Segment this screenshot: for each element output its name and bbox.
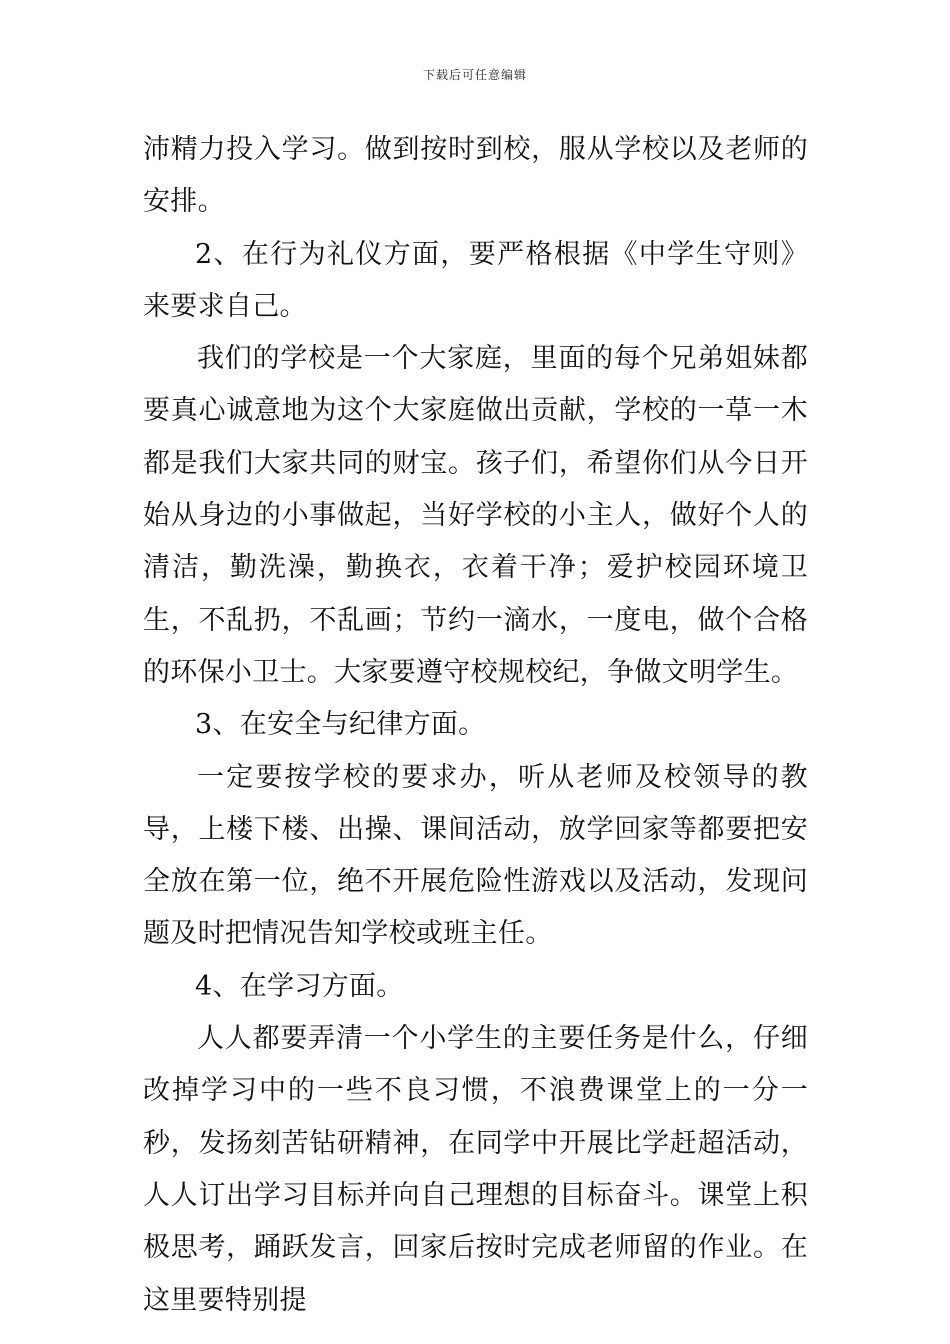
page-header-note: 下载后可任意编辑 [422,68,527,82]
paragraph-item-3-heading: 3、在安全与纪律方面。 [195,709,486,741]
paragraph-safety: 一定要按学校的要求办，听从老师及校领导的教导，上楼下楼、出操、课间活动，放学回家等都要把安全放在第一位，绝不开展危险性游戏以及活动，发现问题及时把情况告知学校或班主任。 [143,761,808,950]
paragraph-item-2-heading: 2、在行为礼仪方面，要严格根据《中学生守则》来要求自己。 [143,238,808,322]
paragraph-item-4-heading: 4、在学习方面。 [195,970,404,1002]
document-body [143,124,808,1327]
paragraph-continuation: 沛精力投入学习。做到按时到校，服从学校以及老师的安排。 [143,134,808,218]
paragraph-study: 人人都要弄清一个小学生的主要任务是什么，仔细改掉学习中的一些不良习惯，不浪费课堂上的一分一秒，发扬刻苦钻研精神，在同学中开展比学赶超活动，人人订出学习目标并向自己理想的目标奋斗。课堂上积极思考，踊跃发言，回家后按时完成老师留的作业。在这里要特别提 [143,1023,808,1316]
paragraph-school-family: 我们的学校是一个大家庭，里面的每个兄弟姐妹都要真心诚意地为这个大家庭做出贡献，学校的一草一木都是我们大家共同的财宝。孩子们，希望你们从今日开始从身边的小事做起，当好学校的小主人，做好个人的清洁，勤洗澡，勤换衣，衣着干净；爱护校园环境卫生，不乱扔，不乱画；节约一滴水，一度电，做个合格的环保小卫士。大家要遵守校规校纪，争做文明学生。 [143,343,808,688]
